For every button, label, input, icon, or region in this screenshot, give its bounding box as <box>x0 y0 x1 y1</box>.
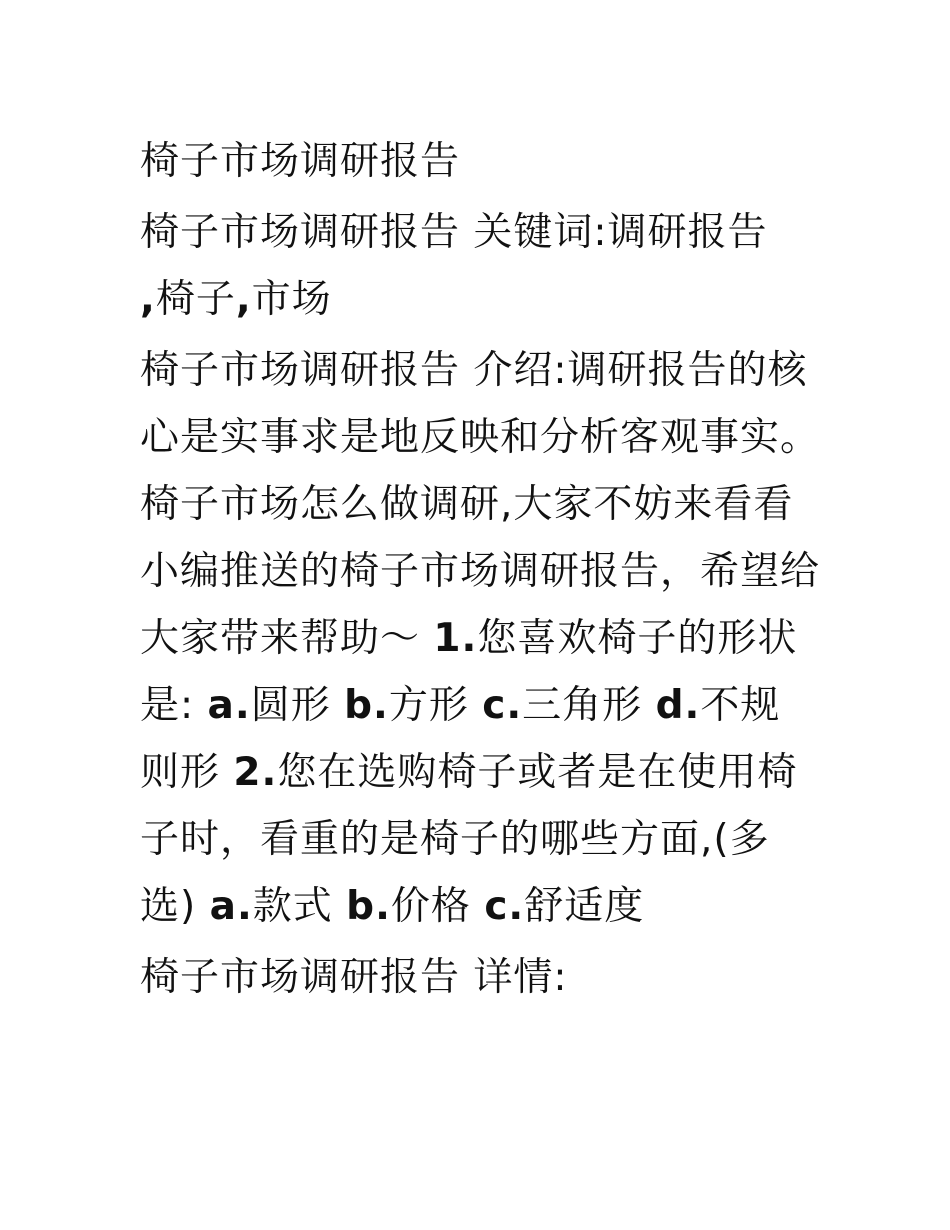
question-1-text: 您喜欢椅子的形状是: <box>140 616 798 728</box>
option-text: 圆形 <box>250 683 345 728</box>
option-label: c. <box>482 683 523 728</box>
option-text: 不规则形 <box>140 683 781 795</box>
question-1-number: 1. <box>433 616 478 661</box>
option-label: b. <box>346 884 391 929</box>
keyword-chair: 椅子 <box>155 277 236 322</box>
option-label: a. <box>209 884 253 929</box>
option-label: c. <box>484 884 525 929</box>
document-title: 椅子市场调研报告 <box>140 139 461 184</box>
keywords-separator: , <box>140 277 156 322</box>
intro-text: 椅子市场调研报告 介绍:调研报告的核心是实事求是地反映和分析客观事实。椅子市场怎么做调研,大家不妨来看看小编推送的椅子市场调研报告，希望给大家带来帮助～ <box>140 348 821 661</box>
document-body <box>140 128 820 1011</box>
option-text: 方形 <box>388 683 483 728</box>
keyword-market: 市场 <box>251 277 332 322</box>
keywords-prefix: 椅子市场调研报告 关键词:调研报告 <box>140 210 768 255</box>
keywords-separator: , <box>235 277 252 322</box>
option-label: a. <box>207 683 251 728</box>
question-2-number: 2. <box>233 750 278 795</box>
question-2-text: 您在选购椅子或者是在使用椅子时，看重的是椅子的哪些方面,(多选) <box>140 750 798 929</box>
intro-paragraph <box>140 337 820 940</box>
option-label: b. <box>344 683 389 728</box>
option-text: 三角形 <box>522 683 656 728</box>
keywords-paragraph <box>140 199 820 333</box>
details-heading: 椅子市场调研报告 详情: <box>140 955 568 1000</box>
option-text: 款式 <box>252 884 347 929</box>
option-label: d. <box>655 683 701 728</box>
option-text: 价格 <box>390 884 485 929</box>
option-text: 舒适度 <box>524 884 645 929</box>
